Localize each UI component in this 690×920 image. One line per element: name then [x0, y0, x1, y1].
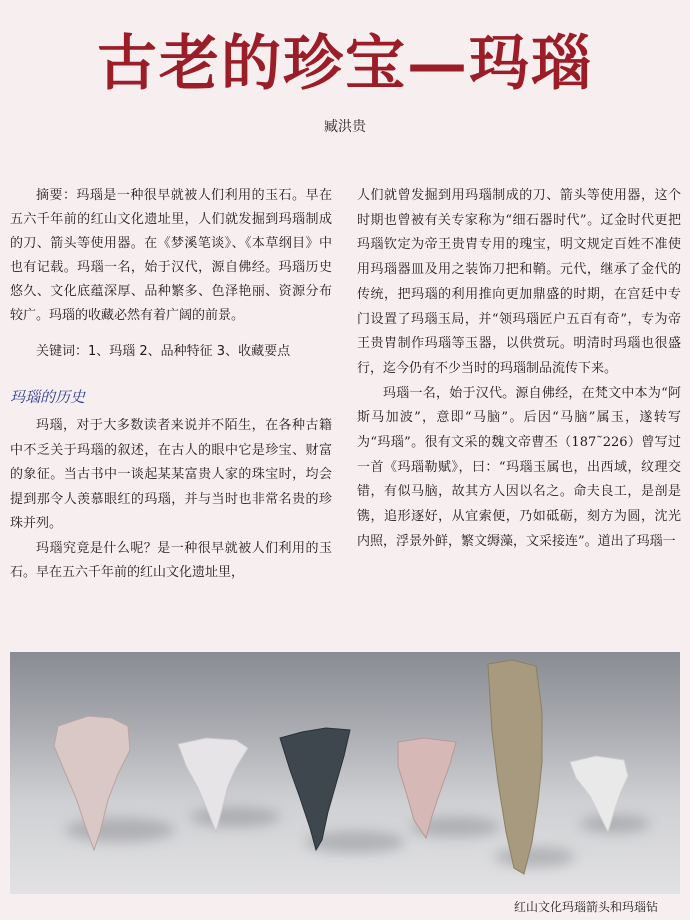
abstract-text: 摘要：玛瑙是一种很早就被人们利用的玉石。早在五六千年前的红山文化遗址里，人们就发掘到玛瑙制成的刀、箭头等使用器。在《梦溪笔谈》、《本草纲目》中也有记载。玛瑙一名，始于汉代，源自佛经。玛瑙历史悠久、文化底蕴深厚、品种繁多、色泽艳丽、资源分布较广。玛瑙的收藏必然有着广阔的前景。 [10, 188, 332, 323]
body-paragraph: 玛瑙究竟是什么呢？是一种很早就被人们利用的玉石。早在五六千年前的红山文化遗址里， [10, 540, 332, 580]
article-author: 臧洪贵 [324, 119, 366, 135]
right-column [357, 184, 681, 555]
figure-caption: 红山文化玛瑙箭头和玛瑙钻 [513, 900, 658, 914]
body-paragraph: 人们就曾发掘到用玛瑙制成的刀、箭头等使用器，这个时期也曾被有关专家称为“细石器时代”。辽金时代更把玛瑙钦定为帝王贵胄专用的瑰宝，明文规定百姓不准使用玛瑙器皿及用之装饰刀把和鞘。元代，继承了金代的传统，把玛瑙的利用推向更加鼎盛的时期，在宫廷中专门设置了玛瑙玉局，并“领玛瑙匠户五百有奇”，专为帝王贵胄制作玛瑙等玉器，以供赏玩。明清时玛瑙也很盛行，迄今仍有不少当时的玛瑙制品流传下来。 [357, 188, 681, 376]
keywords-line: 关键词：1、玛瑙 2、品种特征 3、收藏要点 [36, 344, 291, 359]
body-paragraph: 玛瑙一名，始于汉代。源自佛经，在梵文中本为“阿斯马加波”，意即“马脑”。后因“马脑”属玉，遂转写为“玛瑙”。很有文采的魏文帝曹丕（187˜226）曾写过一首《玛瑙勒赋》，曰：“玛瑙玉属也，出西域，纹理交错，有似马脑，故其方人因以名之。命夫良工，是剖是镌，追形逐好，从宜索便，乃如砥砺，刻方为圆，沈光内照，浮景外鲜，繁文缛藻，文采接连”。道出了玛瑙一 [357, 385, 681, 549]
artifact-shadows [65, 807, 650, 867]
section-heading: 玛瑙的历史 [10, 388, 86, 406]
article-title: 古老的珍宝—玛瑙 [97, 29, 593, 99]
artifact-photo [10, 652, 680, 894]
agate-drill [488, 660, 542, 874]
body-paragraph: 玛瑙，对于大多数读者来说并不陌生，在各种古籍中不乏关于玛瑙的叙述，在古人的眼中它是珍宝、财富的象征。当古书中一谈起某某富贵人家的珠宝时，均会提到那令人羡慕眼红的玛瑙，并与当时也非常名贵的珍珠并列。 [10, 418, 332, 531]
left-column [10, 184, 332, 586]
